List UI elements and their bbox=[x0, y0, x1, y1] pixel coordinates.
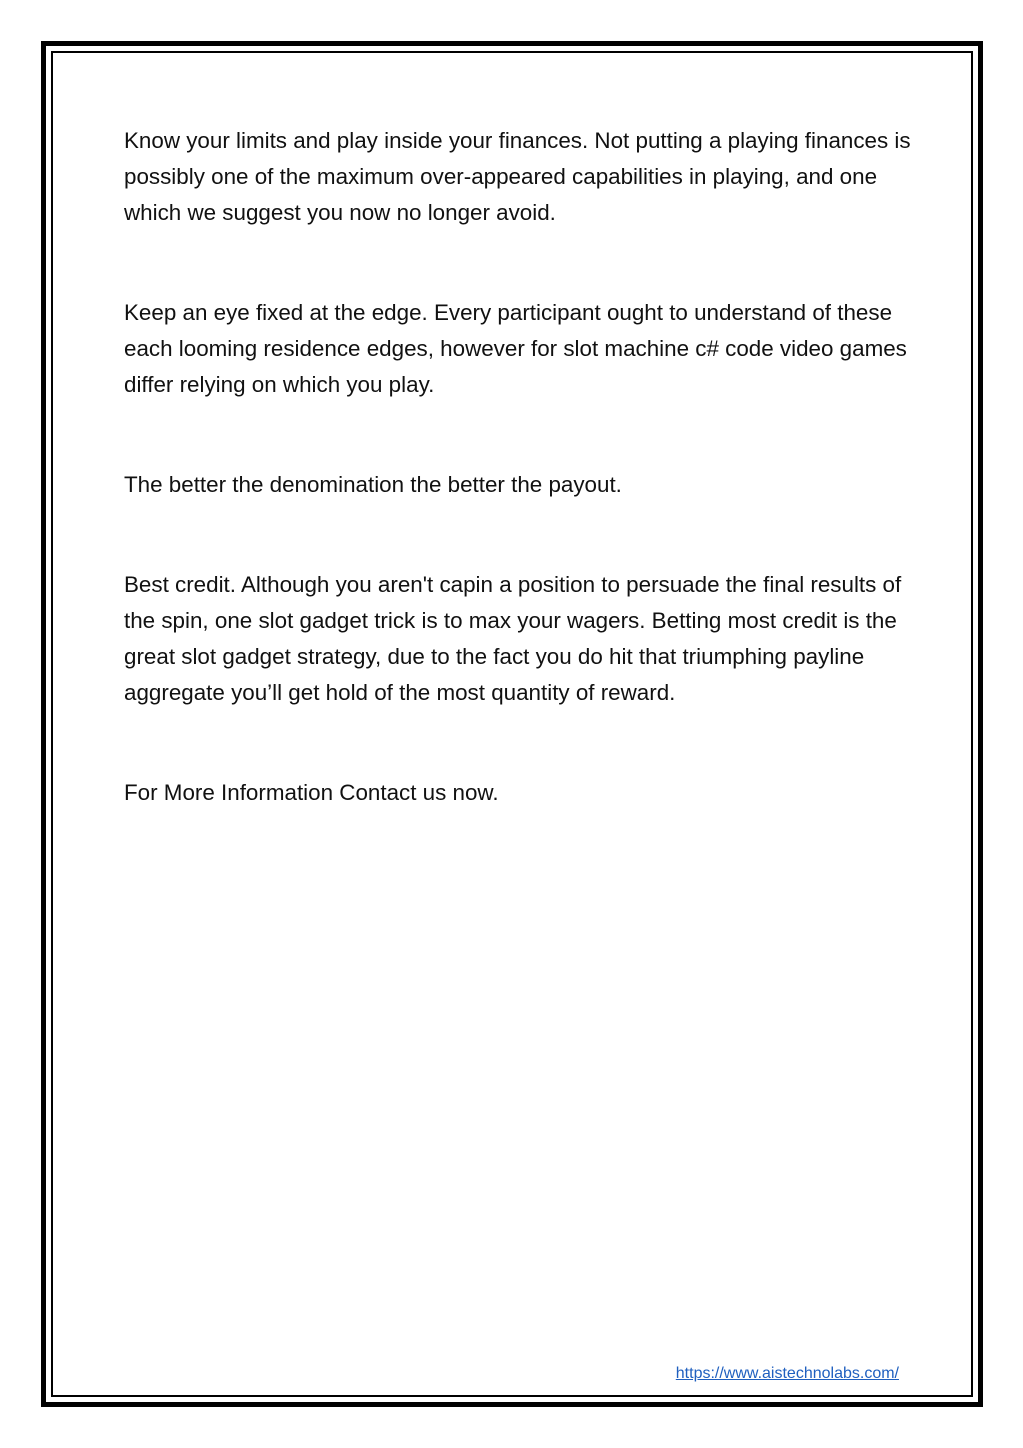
paragraph-best-credit: Best credit. Although you aren't capin a position to persuade the final results of the spin, one slot gadget trick is to max your wagers. Betting most credit is the great slot gadget strategy, due to the fact you do hit that triumphing payline aggregate you’ll get hold of the most quantity of reward. bbox=[124, 572, 902, 705]
paragraph-contact: For More Information Contact us now. bbox=[124, 780, 499, 805]
paragraph-edge: Keep an eye fixed at the edge. Every participant ought to understand of these each looming residence edges, however for slot machine c# code video games differ relying on which you play. bbox=[124, 300, 907, 397]
paragraph-limits: Know your limits and play inside your finances. Not putting a playing finances is possibly one of the maximum over-appeared capabilities in playing, and one which we suggest you now no longer avoid. bbox=[124, 128, 911, 225]
paragraph-denomination: The better the denomination the better the payout. bbox=[124, 472, 622, 497]
footer-website-link[interactable]: https://www.aistechnolabs.com/ bbox=[675, 1365, 899, 1382]
document-body bbox=[124, 123, 914, 875]
